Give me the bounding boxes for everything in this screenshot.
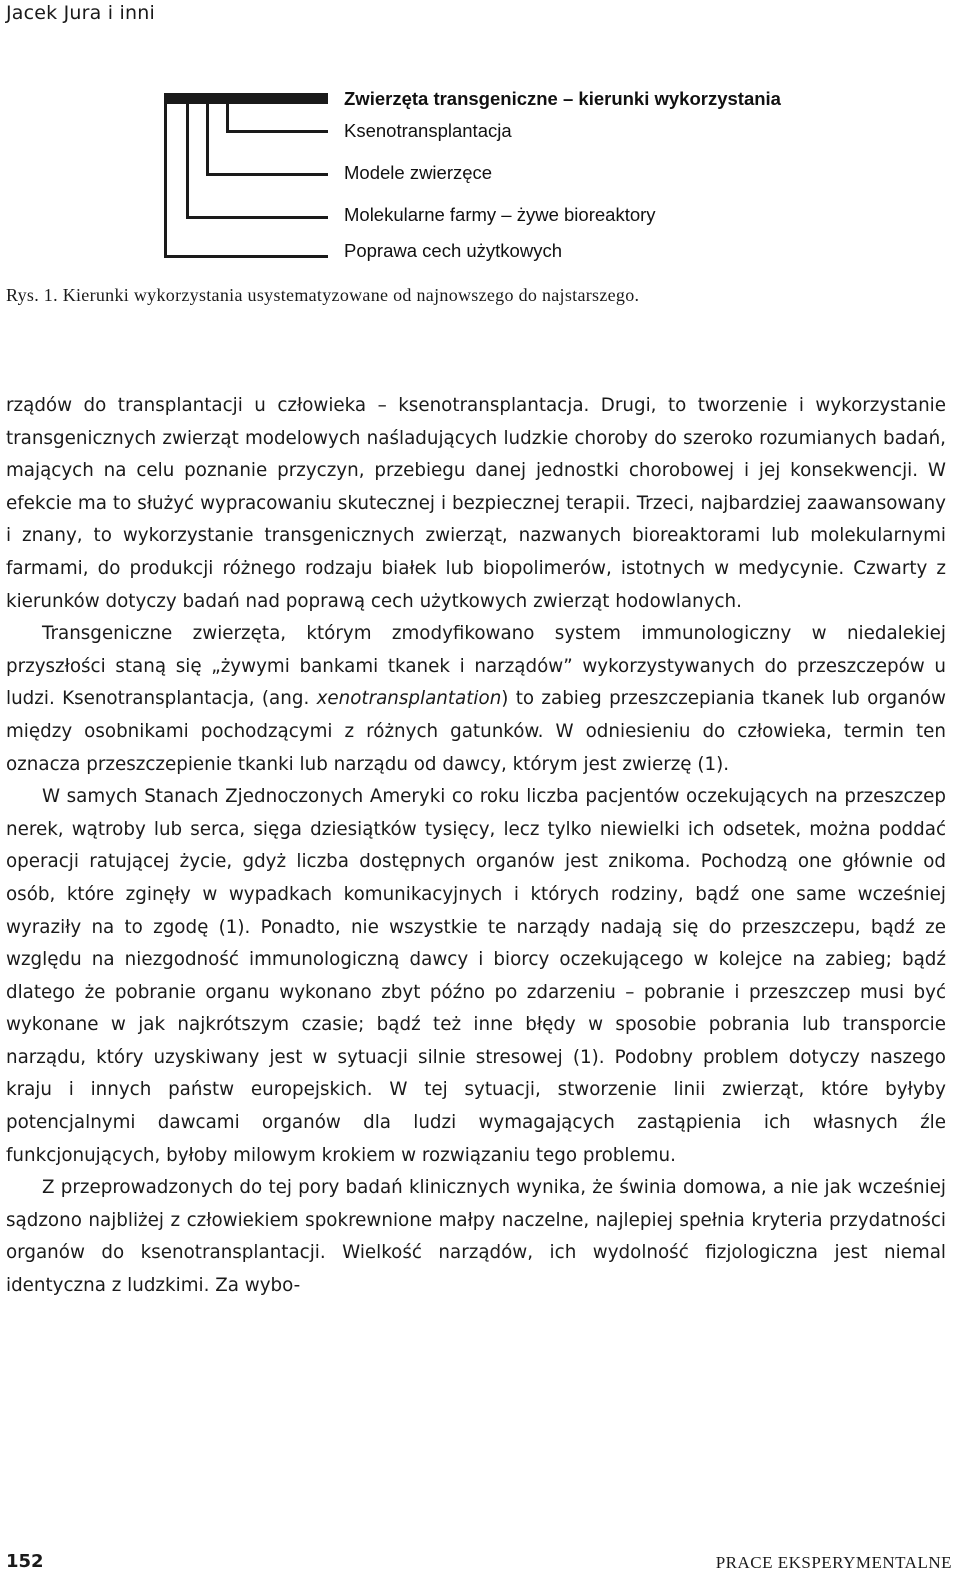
figure-caption: Rys. 1. Kierunki wykorzystania usystematyzowane od najnowszego do najstarszego. <box>6 285 640 305</box>
diagram-branch-3 <box>186 216 328 219</box>
paragraph-text: ) to zabieg przeszczepiania tkanek lub organów między osobnikami pochodzącymi z różnych gatunków. W odniesieniu do człowieka, termin ten oznacza przeszczepienie tkanki lub narządu od dawcy, którym jest zwierzę (1). <box>6 688 946 775</box>
paragraph: W samych Stanach Zjednoczonych Ameryki co roku liczba pacjentów oczekujących na przeszczep nerek, wątroby lub serca, sięga dziesiątków tysięcy, lecz tylko niewielki ich odsetek, można poddać operacji ratującej życie, gdyż liczba dostępnych organów jest znikoma. Pochodzą one głównie od osób, które zginęły w wypadkach komunikacyjnych i których rodziny, bądź one same wcześniej wyraziły na to zgodę (1). Ponadto, nie wszystkie te narządy nadają się do przeszczepu, bądź ze względu na niezgodność immunologiczną dawcy i biorcy oczekującego w kolejce na zabieg; bądź dlatego że pobranie organu wykonano zbyt późno po zdarzeniu – pobranie i przeszczep musi być wykonane w jak najkrótszym czasie; bądź też inne błędy w sposobie pobrania lub transporcie narządu, który uzyskiwany jest w sytuacji silnie stresowej (1). Podobny problem dotyczy naszego kraju i innych państw europejskich. W tej sytuacji, stworzenie linii zwierząt, które byłyby potencjalnymi dawcami organów dla ludzi wymagających zastąpienia ich własnych źle funkcjonujących, byłoby milowym krokiem w rozwiązaniu tego problemu. <box>6 786 946 1166</box>
diagram-branch-4 <box>164 255 328 258</box>
paragraph-text: Transgeniczne zwierzęta, którym zmodyfikowano system immunologiczny w niedalekiej przyszłości staną się „żywymi bankami tkanek i narządów” wykorzystywanych do przeszczepów u ludzi. Ksenotransplantacja, (ang. <box>6 623 946 710</box>
diagram-stem-2 <box>206 100 209 175</box>
figure-tree-diagram <box>0 0 960 320</box>
running-head: Jacek Jura i inni <box>6 2 155 24</box>
diagram-item-label: Molekularne farmy – żywe bioreaktory <box>344 204 656 225</box>
diagram-root-label: Zwierzęta transgeniczne – kierunki wykorzystania <box>344 88 781 109</box>
diagram-branch-1 <box>226 130 328 133</box>
journal-name: PRACE EKSPERYMENTALNE <box>715 1553 952 1572</box>
diagram-stem-4 <box>164 100 167 257</box>
diagram-item-label: Poprawa cech użytkowych <box>344 240 562 261</box>
paragraph <box>6 618 946 781</box>
paragraph: Z przeprowadzonych do tej pory badań klinicznych wynika, że świnia domowa, a nie jak wcześniej sądzono najbliżej z człowiekiem spokrewnione małpy naczelne, najlepiej spełnia kryteria przydatności organów do ksenotransplantacji. Wielkość narządów, ich wydolność fizjologiczna jest niemal identyczna z ludzkimi. Za wybo- <box>6 1177 946 1297</box>
page-number: 152 <box>6 1551 44 1572</box>
paragraph: rządów do transplantacji u człowieka – ksenotransplantacja. Drugi, to tworzenie i wykorzystanie transgenicznych zwierząt modelowych naśladujących ludzkie choroby do szeroko rozumianych badań, mających na celu poznanie przyczyn, przebiegu danej jednostki chorobowej i jej konsekwencji. W efekcie ma to służyć wypracowaniu skutecznej i bezpiecznej terapii. Trzeci, najbardziej zaawansowany i znany, to wykorzystanie transgenicznych zwierząt, nazwanych bioreaktorami lub molekularnymi farmami, do produkcji różnego rodzaju białek lub biopolimerów, istotnych w medycynie. Czwarty z kierunków dotyczy badań nad poprawą cech użytkowych zwierząt hodowlanych. <box>6 395 946 612</box>
article-body <box>6 390 946 1303</box>
diagram-stem-1 <box>226 100 229 132</box>
diagram-stem-3 <box>186 100 189 218</box>
diagram-branch-2 <box>206 173 328 176</box>
diagram-item-label: Ksenotransplantacja <box>344 120 512 141</box>
italic-term: xenotransplantation <box>316 688 502 710</box>
diagram-item-label: Modele zwierzęce <box>344 162 493 183</box>
